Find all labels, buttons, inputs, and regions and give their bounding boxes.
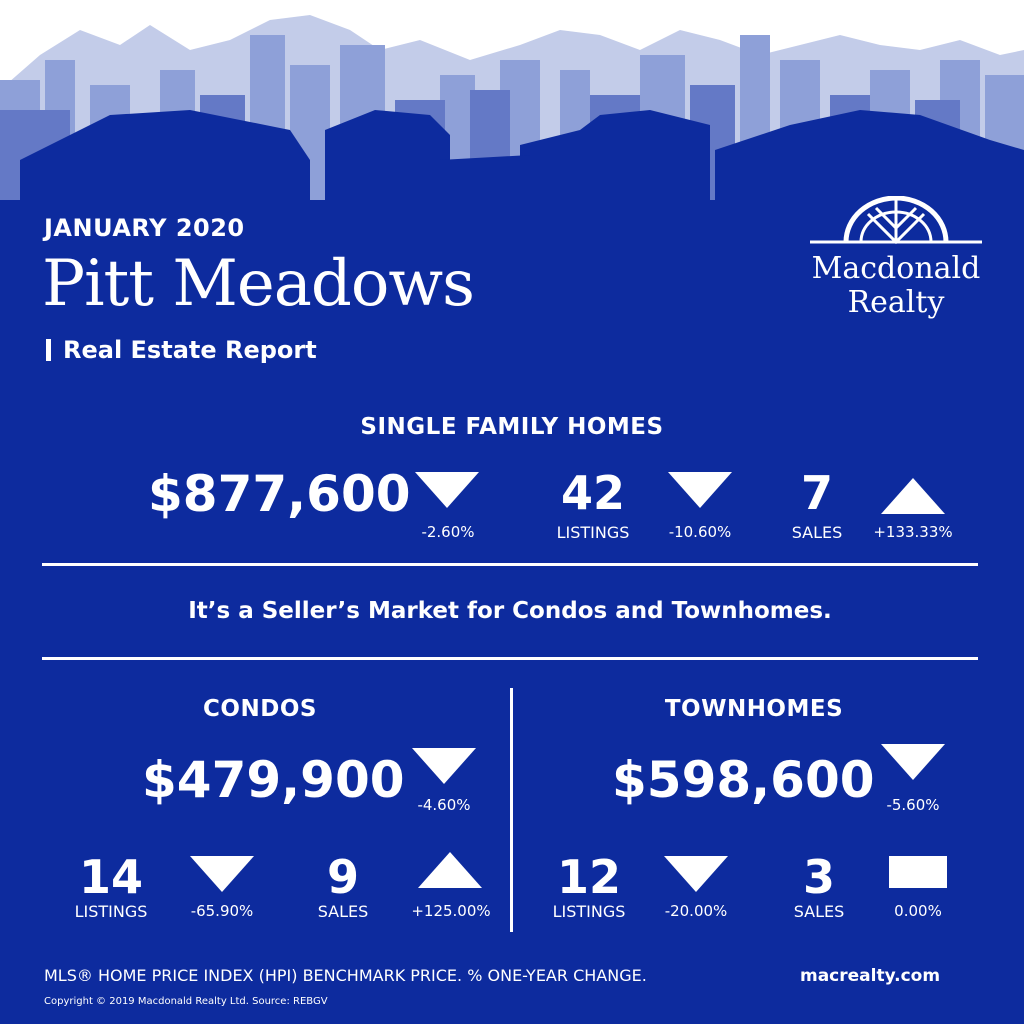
sf-sales-change: +133.33% bbox=[873, 523, 953, 541]
townhomes-sales-flat-rectangle-icon bbox=[889, 856, 947, 888]
condos-price: $479,900 bbox=[142, 751, 405, 809]
subtitle-bar bbox=[46, 339, 51, 361]
condos-listings-down-triangle-icon bbox=[190, 856, 254, 892]
townhomes-price-down-triangle-icon bbox=[881, 744, 945, 780]
report-subtitle bbox=[46, 336, 317, 364]
sf-listings: 42 bbox=[560, 466, 625, 520]
condos-sales-change: +125.00% bbox=[411, 902, 491, 920]
condos-sales-label: SALES bbox=[317, 902, 369, 921]
condos-listings-label: LISTINGS bbox=[74, 902, 148, 921]
condos-listings: 14 bbox=[78, 850, 143, 904]
skyline-illustration bbox=[0, 0, 1024, 200]
townhomes-sales-label: SALES bbox=[793, 902, 845, 921]
sf-sales-up-triangle-icon bbox=[881, 478, 945, 514]
city-name: Pitt Meadows bbox=[42, 247, 474, 321]
divider-top bbox=[42, 563, 978, 566]
townhomes-sales: 3 bbox=[802, 850, 835, 904]
divider-middle bbox=[42, 657, 978, 660]
sf-listings-label: LISTINGS bbox=[556, 523, 630, 542]
townhomes-sales-change: 0.00% bbox=[894, 902, 942, 920]
townhomes-listings-change: -20.00% bbox=[664, 902, 728, 920]
logo-line-1: Macdonald bbox=[811, 251, 981, 286]
sf-sales: 7 bbox=[800, 466, 833, 520]
townhomes-price-change: -5.60% bbox=[886, 796, 940, 814]
condos-price-down-triangle-icon bbox=[412, 748, 476, 784]
condos-listings-change: -65.90% bbox=[190, 902, 254, 920]
sf-sales-label: SALES bbox=[791, 523, 843, 542]
report-month: JANUARY 2020 bbox=[44, 214, 245, 242]
single-family-title: SINGLE FAMILY HOMES bbox=[360, 414, 664, 440]
sf-price-down-triangle-icon bbox=[415, 472, 479, 508]
subtitle-text: Real Estate Report bbox=[63, 336, 317, 364]
townhomes-listings: 12 bbox=[556, 850, 621, 904]
townhomes-listings-down-triangle-icon bbox=[664, 856, 728, 892]
condos-sales-up-triangle-icon bbox=[418, 852, 482, 888]
divider-vertical bbox=[510, 688, 513, 932]
sf-listings-change: -10.60% bbox=[668, 523, 732, 541]
townhomes-title: TOWNHOMES bbox=[664, 696, 844, 722]
condos-sales: 9 bbox=[326, 850, 359, 904]
townhomes-price: $598,600 bbox=[612, 751, 875, 809]
condos-price-change: -4.60% bbox=[417, 796, 471, 814]
macdonald-realty-logo bbox=[806, 196, 986, 336]
footer-note: MLS® HOME PRICE INDEX (HPI) BENCHMARK PRICE. % ONE-YEAR CHANGE. bbox=[44, 966, 647, 985]
footer-copyright: Copyright © 2019 Macdonald Realty Ltd. Source: REBGV bbox=[44, 996, 328, 1007]
sf-listings-down-triangle-icon bbox=[668, 472, 732, 508]
sf-price: $877,600 bbox=[148, 465, 411, 523]
website-link[interactable]: macrealty.com bbox=[800, 966, 941, 986]
logo-arch-icon bbox=[806, 196, 986, 248]
sf-price-change: -2.60% bbox=[421, 523, 475, 541]
townhomes-listings-label: LISTINGS bbox=[552, 902, 626, 921]
market-message: It’s a Seller’s Market for Condos and Townhomes. bbox=[188, 598, 832, 624]
logo-line-2: Realty bbox=[847, 285, 945, 320]
condos-title: CONDOS bbox=[203, 696, 317, 722]
